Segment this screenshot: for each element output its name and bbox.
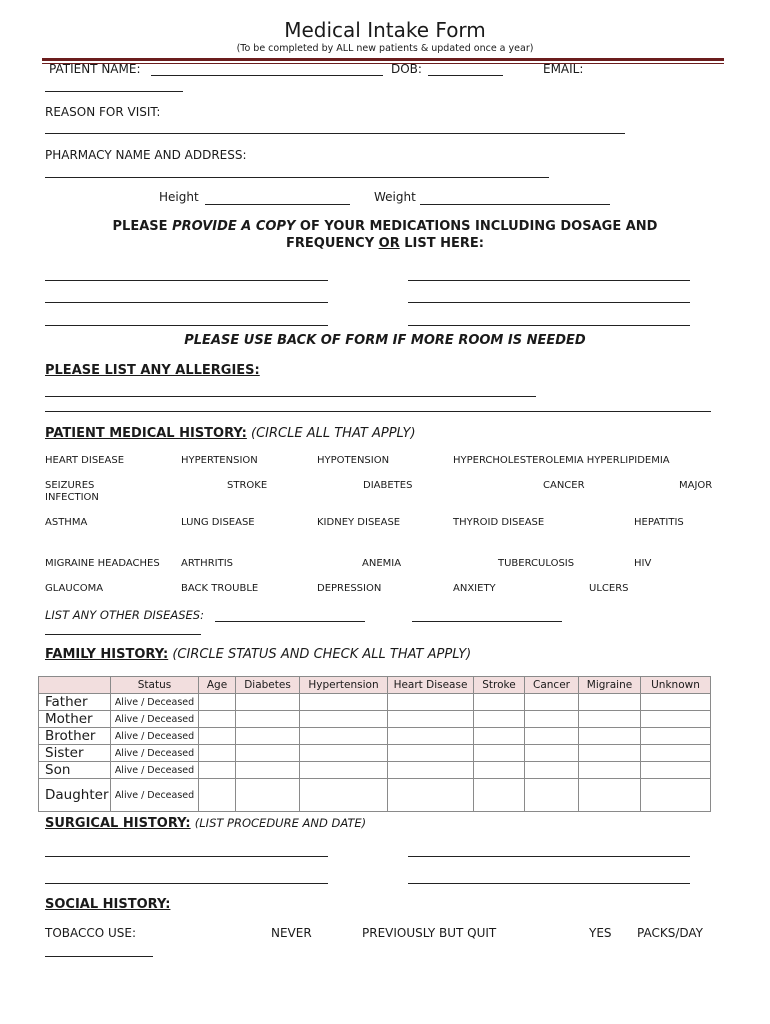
family-status[interactable]: Alive / Deceased xyxy=(111,779,199,812)
family-col-heart-disease: Heart Disease xyxy=(388,677,474,694)
table-row xyxy=(39,779,711,812)
medical-history-heading: PATIENT MEDICAL HISTORY: xyxy=(45,426,247,441)
reason-field[interactable] xyxy=(45,133,625,134)
family-cell[interactable] xyxy=(474,745,525,762)
other-diseases-line[interactable] xyxy=(45,634,201,635)
family-cell[interactable] xyxy=(641,745,711,762)
family-cell[interactable] xyxy=(474,694,525,711)
family-cell[interactable] xyxy=(641,762,711,779)
condition-back-trouble[interactable]: BACK TROUBLE xyxy=(181,583,259,594)
family-cell[interactable] xyxy=(388,745,474,762)
family-cell[interactable] xyxy=(300,728,388,745)
surgical-line[interactable] xyxy=(408,856,690,857)
family-cell[interactable] xyxy=(474,728,525,745)
condition-ulcers[interactable]: ULCERS xyxy=(589,583,629,594)
medications-instruction-line1: PLEASE PROVIDE A COPY OF YOUR MEDICATIONS INCLUDING DOSAGE AND xyxy=(112,219,658,234)
medical-history-instruction: (CIRCLE ALL THAT APPLY) xyxy=(251,426,416,441)
family-cell[interactable] xyxy=(525,694,579,711)
condition-glaucoma[interactable]: GLAUCOMA xyxy=(45,583,104,594)
family-status[interactable]: Alive / Deceased xyxy=(111,745,199,762)
condition-stroke[interactable]: STROKE xyxy=(227,480,268,491)
condition-hepatitis[interactable]: HEPATITIS xyxy=(634,517,684,528)
family-relation: Father xyxy=(39,694,111,711)
family-relation: Mother xyxy=(39,711,111,728)
form-title: Medical Intake Form xyxy=(284,18,486,42)
medication-line[interactable] xyxy=(408,280,690,281)
header-rule xyxy=(42,58,724,61)
family-status[interactable]: Alive / Deceased xyxy=(111,711,199,728)
table-row xyxy=(39,728,711,745)
family-cell[interactable] xyxy=(199,745,236,762)
family-history-table xyxy=(38,676,711,812)
table-row xyxy=(39,694,711,711)
medication-line[interactable] xyxy=(45,302,328,303)
family-status[interactable]: Alive / Deceased xyxy=(111,694,199,711)
family-cell[interactable] xyxy=(641,728,711,745)
condition-migraine-headaches[interactable]: MIGRAINE HEADACHES xyxy=(45,558,160,569)
surgical-history-heading-row xyxy=(45,816,366,831)
other-diseases-line[interactable] xyxy=(412,621,562,622)
condition-depression[interactable]: DEPRESSION xyxy=(317,583,382,594)
condition-seizures[interactable]: SEIZURES xyxy=(45,480,95,491)
medication-line[interactable] xyxy=(408,302,690,303)
family-cell[interactable] xyxy=(525,728,579,745)
family-cell[interactable] xyxy=(236,762,300,779)
packs-per-day-field[interactable] xyxy=(45,956,153,957)
family-cell[interactable] xyxy=(388,779,474,812)
family-cell[interactable] xyxy=(199,694,236,711)
tobacco-option-never[interactable]: NEVER xyxy=(271,926,312,940)
other-diseases-label: LIST ANY OTHER DISEASES: xyxy=(45,608,204,622)
condition-hypertension[interactable]: HYPERTENSION xyxy=(181,455,258,466)
family-status[interactable]: Alive / Deceased xyxy=(111,762,199,779)
table-row xyxy=(39,762,711,779)
family-col-unknown: Unknown xyxy=(641,677,711,694)
dob-label: DOB: xyxy=(391,62,422,76)
family-col-stroke: Stroke xyxy=(474,677,525,694)
pharmacy-field[interactable] xyxy=(45,177,549,178)
family-cell[interactable] xyxy=(641,779,711,812)
family-cell[interactable] xyxy=(474,711,525,728)
family-cell[interactable] xyxy=(579,762,641,779)
family-cell[interactable] xyxy=(236,694,300,711)
condition-infection[interactable]: INFECTION xyxy=(45,492,99,503)
tobacco-label: TOBACCO USE: xyxy=(45,926,137,940)
condition-tuberculosis[interactable]: TUBERCULOSIS xyxy=(498,558,575,569)
surgical-history-heading: SURGICAL HISTORY: xyxy=(45,816,191,831)
medication-line[interactable] xyxy=(45,280,328,281)
family-cell[interactable] xyxy=(236,711,300,728)
condition-kidney-disease[interactable]: KIDNEY DISEASE xyxy=(317,517,401,528)
family-cell[interactable] xyxy=(579,779,641,812)
family-status[interactable]: Alive / Deceased xyxy=(111,728,199,745)
family-cell[interactable] xyxy=(199,711,236,728)
family-history-heading-row xyxy=(45,647,471,662)
allergies-line[interactable] xyxy=(45,411,711,412)
family-cell[interactable] xyxy=(579,711,641,728)
dob-field[interactable] xyxy=(428,75,503,76)
condition-anemia[interactable]: ANEMIA xyxy=(362,558,402,569)
family-cell[interactable] xyxy=(525,762,579,779)
condition-lung-disease[interactable]: LUNG DISEASE xyxy=(181,517,255,528)
family-cell[interactable] xyxy=(579,728,641,745)
condition-major[interactable]: MAJOR xyxy=(679,480,713,491)
family-cell[interactable] xyxy=(300,779,388,812)
family-cell[interactable] xyxy=(199,762,236,779)
medication-line[interactable] xyxy=(45,325,328,326)
condition-hypotension[interactable]: HYPOTENSION xyxy=(317,455,390,466)
family-cell[interactable] xyxy=(641,694,711,711)
family-relation: Sister xyxy=(39,745,111,762)
social-history-heading: SOCIAL HISTORY: xyxy=(45,897,171,912)
family-cell[interactable] xyxy=(525,779,579,812)
pharmacy-label: PHARMACY NAME AND ADDRESS: xyxy=(45,148,247,162)
family-history-heading: FAMILY HISTORY: xyxy=(45,647,169,662)
surgical-line[interactable] xyxy=(45,883,328,884)
table-row xyxy=(39,745,711,762)
medications-instruction-line2: FREQUENCY OR LIST HERE: xyxy=(286,236,484,251)
medication-line[interactable] xyxy=(408,325,690,326)
family-cell[interactable] xyxy=(300,762,388,779)
condition-thyroid-disease[interactable]: THYROID DISEASE xyxy=(453,517,545,528)
condition-hiv[interactable]: HIV xyxy=(634,558,652,569)
family-table-header-row xyxy=(39,677,711,694)
family-cell[interactable] xyxy=(199,728,236,745)
family-cell[interactable] xyxy=(388,762,474,779)
family-cell[interactable] xyxy=(388,711,474,728)
allergies-line[interactable] xyxy=(45,396,536,397)
family-table-header-relation xyxy=(39,677,111,694)
email-field[interactable] xyxy=(45,91,183,92)
height-field[interactable] xyxy=(205,204,350,205)
patient-name-field[interactable] xyxy=(151,75,383,76)
condition-heart-disease[interactable]: HEART DISEASE xyxy=(45,455,125,466)
surgical-line[interactable] xyxy=(408,883,690,884)
family-col-status: Status xyxy=(111,677,199,694)
medical-history-heading-row xyxy=(45,426,416,441)
tobacco-packs-per-day-label: PACKS/DAY xyxy=(637,926,704,940)
family-cell[interactable] xyxy=(236,779,300,812)
family-cell[interactable] xyxy=(236,728,300,745)
family-cell[interactable] xyxy=(641,711,711,728)
family-cell[interactable] xyxy=(300,745,388,762)
surgical-line[interactable] xyxy=(45,856,328,857)
condition-diabetes[interactable]: DIABETES xyxy=(363,480,413,491)
family-cell[interactable] xyxy=(579,745,641,762)
condition-hypercholesterolemia[interactable]: HYPERCHOLESTEROLEMIA HYPERLIPIDEMIA xyxy=(453,455,670,466)
weight-label: Weight xyxy=(374,190,416,204)
reason-label: REASON FOR VISIT: xyxy=(45,105,161,119)
family-cell[interactable] xyxy=(388,728,474,745)
condition-arthritis[interactable]: ARTHRITIS xyxy=(181,558,233,569)
family-cell[interactable] xyxy=(199,779,236,812)
other-diseases-line[interactable] xyxy=(215,621,365,622)
family-cell[interactable] xyxy=(474,779,525,812)
height-label: Height xyxy=(159,190,199,204)
back-of-form-note: PLEASE USE BACK OF FORM IF MORE ROOM IS NEEDED xyxy=(184,333,586,348)
tobacco-option-yes[interactable]: YES xyxy=(589,926,612,940)
condition-anxiety[interactable]: ANXIETY xyxy=(453,583,496,594)
family-cell[interactable] xyxy=(525,745,579,762)
allergies-heading: PLEASE LIST ANY ALLERGIES: xyxy=(45,363,260,378)
family-cell[interactable] xyxy=(300,694,388,711)
family-cell[interactable] xyxy=(300,711,388,728)
family-cell[interactable] xyxy=(474,762,525,779)
family-col-diabetes: Diabetes xyxy=(236,677,300,694)
family-cell[interactable] xyxy=(388,694,474,711)
family-cell[interactable] xyxy=(525,711,579,728)
family-relation: Son xyxy=(39,762,111,779)
family-col-cancer: Cancer xyxy=(525,677,579,694)
surgical-history-instruction: (LIST PROCEDURE AND DATE) xyxy=(194,816,367,830)
family-relation: Brother xyxy=(39,728,111,745)
family-cell[interactable] xyxy=(236,745,300,762)
header-rule-thin xyxy=(42,63,724,64)
condition-cancer[interactable]: CANCER xyxy=(543,480,585,491)
email-label: EMAIL: xyxy=(543,62,584,76)
table-row xyxy=(39,711,711,728)
family-col-age: Age xyxy=(199,677,236,694)
family-col-migraine: Migraine xyxy=(579,677,641,694)
family-col-hypertension: Hypertension xyxy=(300,677,388,694)
patient-name-label: PATIENT NAME: xyxy=(49,62,141,76)
condition-asthma[interactable]: ASTHMA xyxy=(45,517,88,528)
weight-field[interactable] xyxy=(420,204,610,205)
family-history-instruction: (CIRCLE STATUS AND CHECK ALL THAT APPLY) xyxy=(172,647,472,662)
family-cell[interactable] xyxy=(579,694,641,711)
family-relation: Daughter xyxy=(39,779,111,812)
tobacco-option-previously-quit[interactable]: PREVIOUSLY BUT QUIT xyxy=(362,926,497,940)
form-subtitle: (To be completed by ALL new patients & updated once a year) xyxy=(236,43,534,54)
